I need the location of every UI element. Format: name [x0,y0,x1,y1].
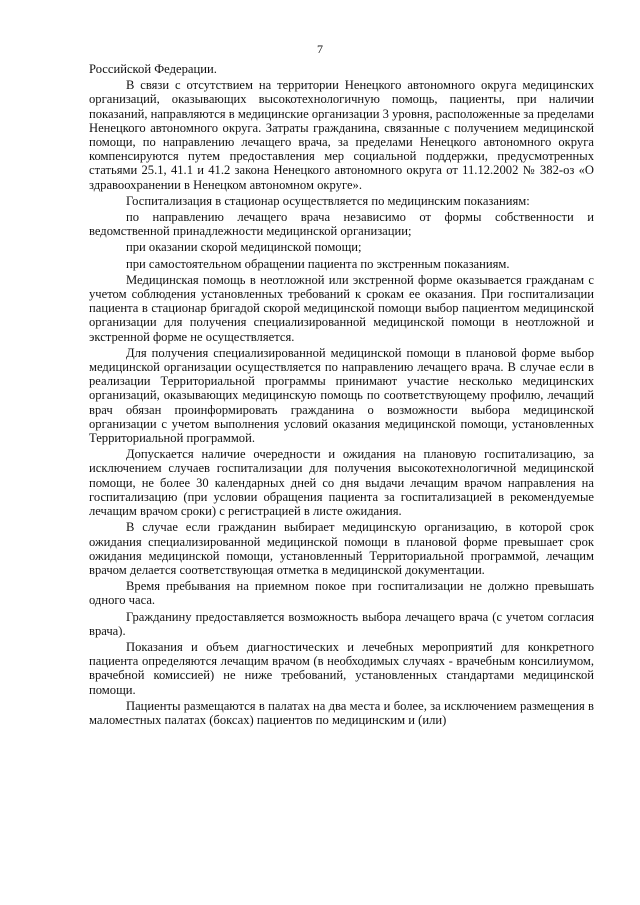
paragraph: при оказании скорой медицинской помощи; [126,240,362,255]
paragraph: Медицинская помощь в неотложной или экстренной форме оказывается гражданам с учетом соблюдения установленных требований к срокам ее оказания. При госпитализации пациента в стационар бригадой скорой медицинской помощи выбор пациентом медицинской организации для получения специализированной медицинской помощи в неотложной и экстренной форме не осуществляется. [89,272,594,344]
paragraph: при самостоятельном обращении пациента по экстренным показаниям. [126,256,510,271]
paragraph: В связи с отсутствием на территории Ненецкого автономного округа медицинских организаций, оказывающих высокотехнологичную помощь, пациенты, при наличии показаний, направляются в медицинские организации 3 уровня, расположенные за пределами Ненецкого автономного округа. Затраты гражданина, связанные с получением медицинской помощи, по направлению лечащего врача, за пределами Ненецкого автономного округа компенсируются путем предоставления мер социальной поддержки, предусмотренных статьями 25.1, 41.1 и 41.2 закона Ненецкого автономного округа от 11.12.2002 № 382-оз «О здравоохранении в Ненецком автономном округе». [89,78,594,192]
paragraph: Для получения специализированной медицинской помощи в плановой форме выбор медицинской организации осуществляется по направлению лечащего врача. В случае если в реализации Территориальной программы принимают участие несколько медицинских организаций, оказывающих медицинскую помощь по соответствующему профилю, лечащий врач обязан проинформировать гражданина о возможности выбора медицинской организации с учетом выполнения условий оказания медицинской помощи, установленных Территориальной программой. [89,345,594,446]
paragraph: Российской Федерации. [89,62,217,76]
paragraph: по направлению лечащего врача независимо от формы собственности и ведомственной принадлежности медицинской организации; [89,210,594,239]
paragraph: В случае если гражданин выбирает медицинскую организацию, в которой срок ожидания специализированной медицинской помощи в плановой форме превышает срок ожидания медицинской помощи, установленный Территориальной программой, лечащим врачом делается соответствующая отметка в медицинской документации. [89,520,594,577]
paragraph: Гражданину предоставляется возможность выбора лечащего врача (с учетом согласия врача). [89,609,594,638]
page-number: 7 [317,42,323,56]
paragraph: Допускается наличие очередности и ожидания на плановую госпитализацию, за исключением случаев госпитализации для получения высокотехнологичной медицинской помощи, не более 30 календарных дней со дня выдачи лечащим врачом направления на госпитализацию (при условии обращения пациента за госпитализацией в рекомендуемые лечащим врачом сроки) с регистрацией в листе ожидания. [89,447,594,519]
paragraph: Госпитализация в стационар осуществляется по медицинским показаниям: [126,193,530,208]
paragraph: Время пребывания на приемном покое при госпитализации не должно превышать одного часа. [89,579,594,608]
paragraph: Пациенты размещаются в палатах на два места и более, за исключением размещения в маломестных палатах (боксах) пациентов по медицинским и (или) [89,698,594,727]
document-body [89,62,594,729]
paragraph: Показания и объем диагностических и лечебных мероприятий для конкретного пациента определяются лечащим врачом (в необходимых случаях - врачебным консилиумом, врачебной комиссией) не ниже требований, установленных стандартами медицинской помощи. [89,639,594,697]
